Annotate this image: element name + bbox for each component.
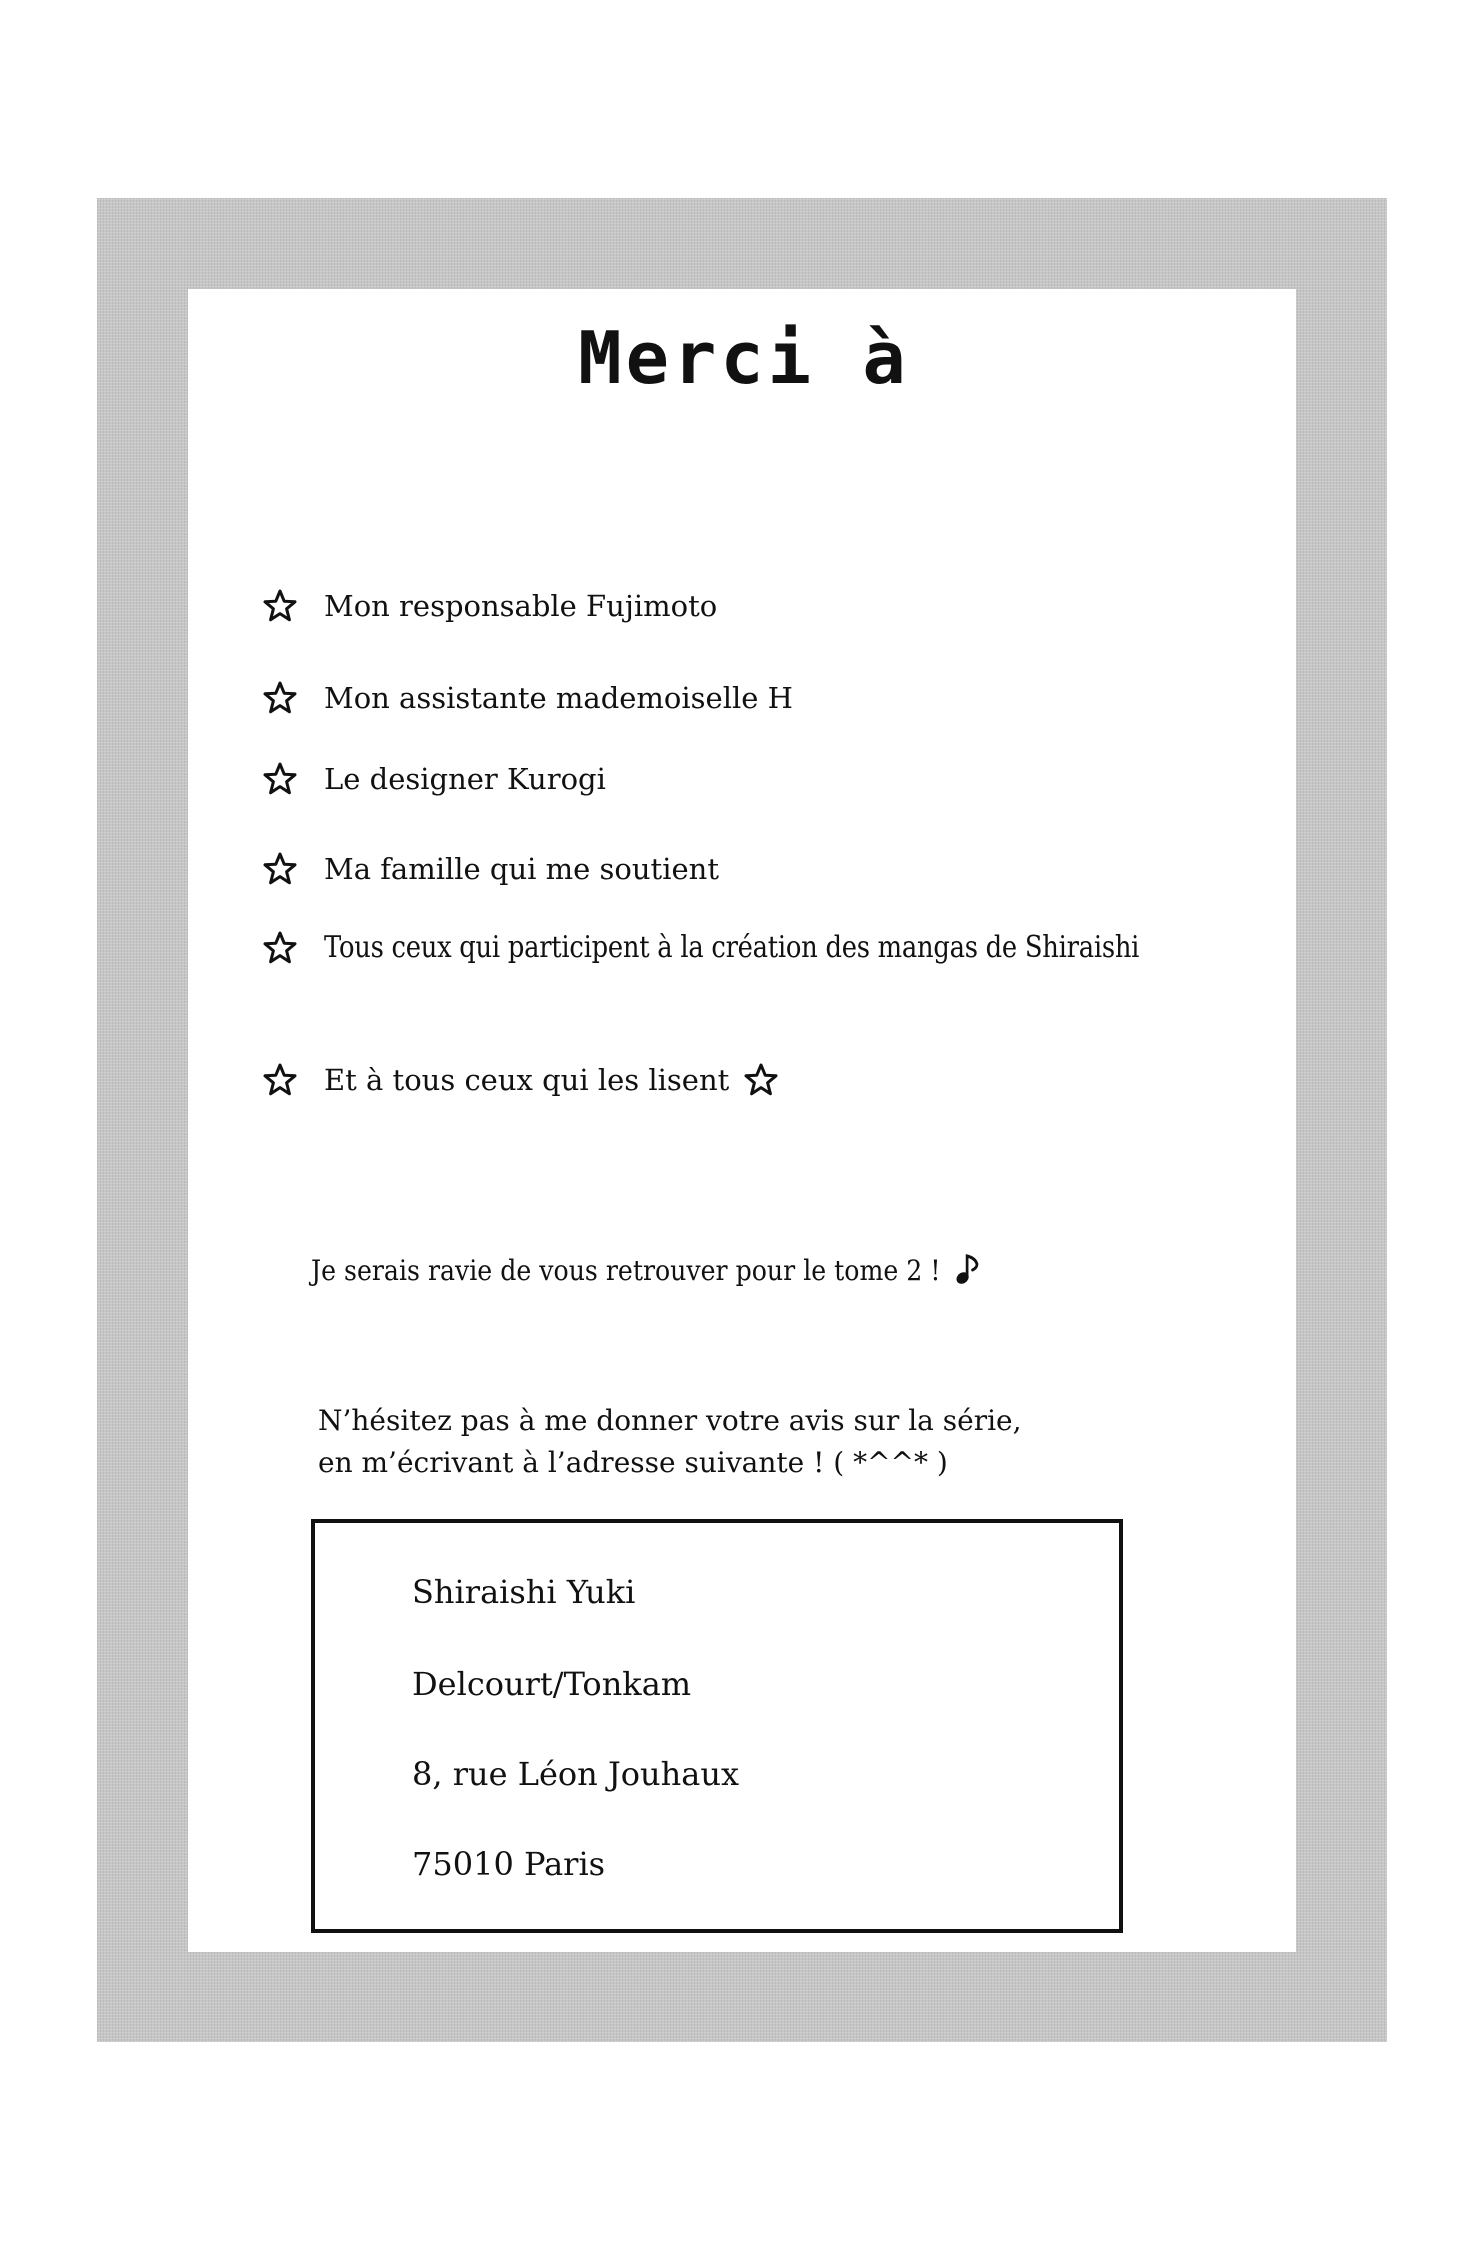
star-outline-icon [262, 1062, 298, 1098]
invite-line: N’hésitez pas à me donner votre avis sur la série, [318, 1404, 1022, 1437]
music-note-icon [954, 1252, 983, 1286]
thanks-list-item [262, 584, 717, 628]
star-outline-icon [262, 761, 298, 797]
thanks-item-label: Et à tous ceux qui les lisent [324, 1063, 730, 1097]
address-line-street: 8, rue Léon Jouhaux [412, 1755, 739, 1793]
thanks-list-item [262, 847, 719, 891]
invite-line: en m’écrivant à l’adresse suivante ! ( *^^* ) [318, 1446, 948, 1479]
address-line-name: Shiraishi Yuki [412, 1573, 636, 1611]
thanks-item-label: Le designer Kurogi [324, 762, 606, 796]
thanks-item-label: Mon assistante mademoiselle H [324, 681, 793, 715]
thanks-list-item [262, 676, 793, 720]
thanks-list-item-final [262, 1058, 779, 1102]
thanks-item-label: Tous ceux qui participent à la création des mangas de Shiraishi [324, 930, 1140, 965]
page-title: Merci à [578, 316, 910, 400]
closing-line [311, 1250, 983, 1292]
star-outline-icon [743, 1062, 779, 1098]
closing-text: Je serais ravie de vous retrouver pour le tome 2 ! [311, 1254, 941, 1287]
thanks-item-label: Mon responsable Fujimoto [324, 589, 718, 623]
star-outline-icon [262, 680, 298, 716]
address-line-publisher: Delcourt/Tonkam [412, 1665, 692, 1703]
thanks-list-item [262, 926, 1272, 970]
thanks-item-label: Ma famille qui me soutient [324, 852, 719, 886]
address-line-city: 75010 Paris [412, 1845, 606, 1883]
star-outline-icon [262, 851, 298, 887]
star-outline-icon [262, 930, 298, 966]
thanks-list-item [262, 757, 606, 801]
star-outline-icon [262, 588, 298, 624]
